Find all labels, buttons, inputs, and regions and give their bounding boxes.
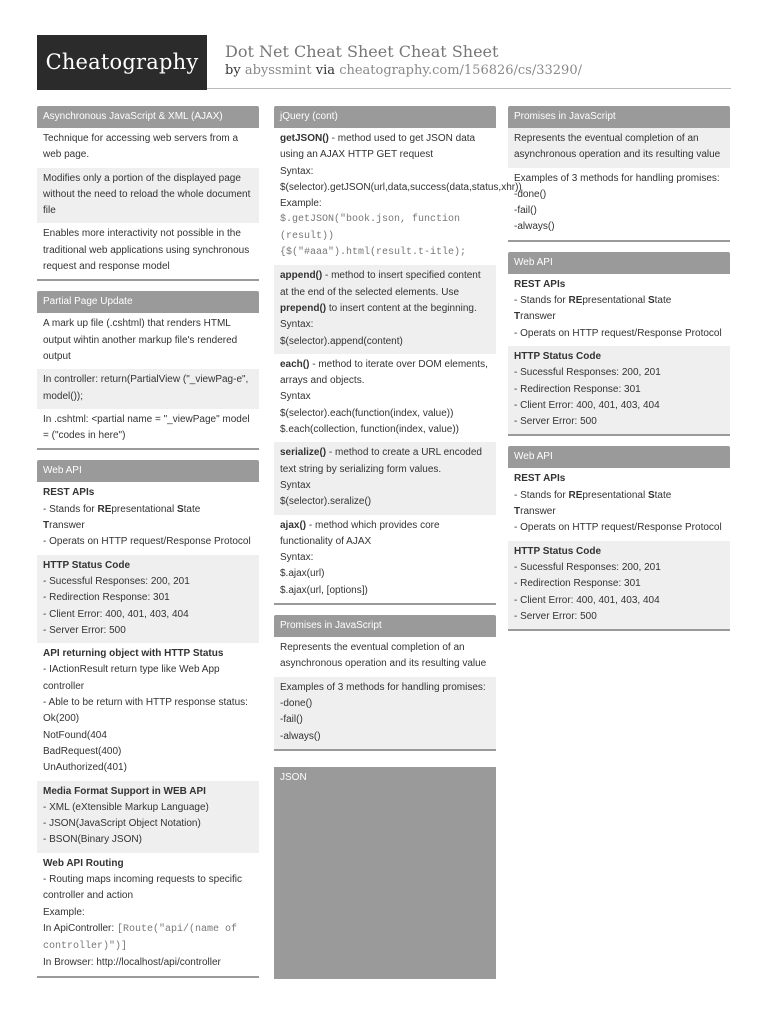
- method-name: append(): [280, 270, 323, 282]
- partial-row: In .cshtml: <partial name = "_viewPage" model = ("codes in here"): [43, 413, 250, 442]
- text: - Stands for: [514, 295, 569, 307]
- routing-line: Example:: [43, 906, 85, 918]
- section-title: Web API: [508, 252, 730, 274]
- section-title: Web API: [37, 460, 259, 482]
- syntax-label: Syntax:: [280, 165, 314, 177]
- section-title: Asynchronous JavaScript & XML (AJAX): [37, 106, 259, 128]
- column-3: [508, 106, 730, 641]
- ajax-row: Modifies only a portion of the displayed page without the need to reload the whole document file: [37, 168, 259, 224]
- partial-row: A mark up file (.cshtml) that renders HTML output wihtin another markup file's rendered output: [43, 318, 238, 362]
- byline: [225, 63, 582, 78]
- media-format-row: [37, 781, 259, 853]
- syntax-line: $.ajax(url): [280, 568, 325, 580]
- promise-method: -always(): [514, 221, 555, 233]
- promises-row: [274, 677, 496, 749]
- text: presentational: [582, 489, 648, 501]
- text: tate: [654, 489, 672, 501]
- routing-heading: Web API Routing: [43, 857, 124, 869]
- method-desc: to insert content at the beginning.: [326, 302, 477, 314]
- return-line: - IActionResult return type like Web App controller: [43, 664, 220, 692]
- code-snippet: [Route("api/(name of controller)")]: [43, 923, 237, 953]
- syntax-line: $(selector).each(function(index, value)): [280, 407, 454, 419]
- http-status-heading: HTTP Status Code: [43, 559, 131, 571]
- rest-operats: - Operats on HTTP request/Response Protocol: [514, 327, 722, 339]
- section-title: Partial Page Update: [37, 291, 259, 313]
- header-rule: [207, 88, 731, 89]
- status-line: - Client Error: 400, 401, 403, 404: [514, 594, 660, 606]
- rest-operats: - Operats on HTTP request/Response Protocol: [43, 536, 251, 548]
- rest-stands-for: [514, 293, 724, 326]
- section-web-api: [37, 460, 259, 977]
- source-url-link[interactable]: cheatography.com/156826/cs/33290/: [339, 63, 582, 78]
- return-line: BadRequest(400): [43, 745, 122, 757]
- rest-apis-row: [508, 468, 730, 540]
- text-bold: T: [514, 506, 521, 518]
- text: In ApiController:: [43, 922, 117, 934]
- ajax-method-row: [274, 515, 496, 603]
- via-word: via: [315, 63, 336, 78]
- return-line: - Able to be return with HTTP response status:: [43, 697, 248, 709]
- section-title: JSON: [274, 767, 496, 789]
- routing-line: In Browser: http://localhost/api/controller: [43, 957, 221, 969]
- text: ranswer: [520, 506, 556, 518]
- method-name: ajax(): [280, 519, 307, 531]
- rest-apis-heading: REST APIs: [43, 487, 95, 499]
- page-title: Dot Net Cheat Sheet Cheat Sheet: [225, 42, 499, 61]
- rest-apis-heading: REST APIs: [514, 278, 566, 290]
- page-header: [0, 0, 768, 100]
- method-name: getJSON(): [280, 133, 329, 144]
- text: ranswer: [520, 311, 556, 323]
- status-line: - Client Error: 400, 401, 403, 404: [43, 608, 189, 620]
- rest-apis-row: [508, 274, 730, 346]
- method-desc: - method to iterate over DOM elements, arrays and objects.: [280, 358, 488, 387]
- syntax-line: $(selector).append(content): [280, 335, 403, 347]
- getjson-row: [274, 128, 522, 265]
- append-row: [274, 265, 496, 353]
- by-word: by: [225, 63, 241, 78]
- text-bold: RE: [97, 503, 112, 515]
- rest-apis-row: [37, 482, 259, 554]
- web-api-routing-row: [37, 853, 259, 976]
- http-status-heading: HTTP Status Code: [514, 350, 602, 362]
- method-desc: - method used to get JSON data using an AJAX HTTP GET request: [280, 133, 476, 161]
- syntax-label: Syntax:: [280, 319, 314, 331]
- text-bold: T: [43, 520, 50, 532]
- serialize-row: [274, 442, 496, 514]
- section-web-api: [508, 252, 730, 437]
- syntax-line: $.each(collection, function(index, value)): [280, 424, 459, 436]
- column-1: [37, 106, 259, 988]
- status-line: - Redirection Response: 301: [514, 383, 641, 395]
- promise-method: -always(): [280, 730, 321, 742]
- return-line: NotFound(404: [43, 729, 107, 741]
- text: ranswer: [49, 520, 85, 532]
- syntax-label: Syntax: [280, 479, 311, 491]
- rest-stands-for: [43, 502, 253, 535]
- text-bold: S: [176, 503, 184, 515]
- section-title: Promises in JavaScript: [274, 615, 496, 637]
- section-web-api: [508, 446, 730, 631]
- promises-row: Represents the eventual completion of an asynchronous operation and its resulting value: [280, 642, 487, 670]
- status-line: - Sucessful Responses: 200, 201: [514, 561, 661, 573]
- section-jquery-cont: [274, 106, 522, 605]
- section-title: jQuery (cont): [274, 106, 496, 128]
- rest-stands-for: [514, 488, 724, 521]
- media-format-heading: Media Format Support in WEB API: [43, 785, 206, 797]
- status-line: - Redirection Response: 301: [43, 592, 170, 604]
- api-returning-heading: API returning object with HTTP Status: [43, 648, 224, 660]
- author-link[interactable]: abyssmint: [244, 63, 312, 78]
- text: - Stands for: [514, 489, 569, 501]
- promises-intro: Examples of 3 methods for handling promises:: [280, 681, 486, 693]
- section-promises: [508, 106, 730, 242]
- promise-method: -fail(): [280, 714, 303, 726]
- status-line: - Redirection Response: 301: [514, 578, 641, 590]
- partial-row: In controller: return(PartialView ("_viewPag-e", model());: [37, 369, 259, 409]
- status-line: - Sucessful Responses: 200, 201: [514, 367, 661, 379]
- text-bold: T: [514, 311, 521, 323]
- syntax-line: $(selector).getJSON(url,data,success(data,status,xhr)): [280, 181, 522, 193]
- ajax-row: Technique for accessing web servers from a web page.: [43, 133, 239, 161]
- status-line: - Server Error: 500: [43, 624, 126, 636]
- syntax-label: Syntax: [280, 391, 311, 403]
- cheatography-logo[interactable]: Cheatography: [37, 35, 207, 90]
- section-ajax: [37, 106, 259, 281]
- ajax-row: Enables more interactivity not possible in the traditional web applications using synchronous request and response model: [43, 228, 250, 273]
- section-json: [274, 767, 496, 979]
- text: tate: [654, 295, 672, 307]
- section-promises: [274, 615, 496, 751]
- api-returning-row: [37, 643, 259, 780]
- syntax-line: $(selector).seralize(): [280, 496, 372, 508]
- promises-intro: Examples of 3 methods for handling promises:: [514, 172, 720, 184]
- rest-operats: - Operats on HTTP request/Response Protocol: [514, 522, 722, 534]
- code-snippet: $.getJSON("book.json, function (result)) {$("#aaa").html(result.t-itle);: [280, 214, 467, 259]
- section-title: Promises in JavaScript: [508, 106, 730, 128]
- media-line: - XML (eXtensible Markup Language): [43, 801, 209, 813]
- each-row: [274, 354, 496, 442]
- text: - Stands for: [43, 503, 98, 515]
- routing-line: [43, 921, 253, 956]
- text: presentational: [582, 295, 648, 307]
- text-bold: S: [647, 489, 655, 501]
- rest-apis-heading: REST APIs: [514, 473, 566, 485]
- http-status-heading: HTTP Status Code: [514, 545, 602, 557]
- return-line: UnAuthorized(401): [43, 762, 127, 774]
- section-partial-page-update: [37, 291, 259, 450]
- return-line: Ok(200): [43, 713, 80, 725]
- status-line: - Client Error: 400, 401, 403, 404: [514, 399, 660, 411]
- promises-row: Represents the eventual completion of an asynchronous operation and its resulting value: [508, 128, 730, 168]
- method-desc: - method which provides core functionality of AJAX: [280, 519, 440, 547]
- syntax-label: Syntax:: [280, 552, 314, 564]
- routing-line: - Routing maps incoming requests to specific controller and action: [43, 873, 242, 902]
- section-title: Web API: [508, 446, 730, 468]
- column-2: [274, 106, 522, 989]
- text-bold: RE: [568, 489, 583, 501]
- http-status-row: [508, 346, 730, 434]
- media-line: - JSON(JavaScript Object Notation): [43, 818, 201, 830]
- promise-method: -fail(): [514, 205, 537, 217]
- text: presentational: [111, 503, 177, 515]
- http-status-row: [508, 541, 730, 629]
- syntax-line: $.ajax(url, [options]): [280, 584, 368, 596]
- text: tate: [183, 503, 201, 515]
- text-bold: S: [647, 295, 655, 307]
- text-bold: RE: [568, 295, 583, 307]
- status-line: - Server Error: 500: [514, 610, 597, 622]
- method-name: each(): [280, 358, 310, 370]
- method-desc: - method to insert specified content at the end of the selected elements. Use: [280, 270, 481, 298]
- http-status-row: [37, 555, 259, 643]
- media-line: - BSON(Binary JSON): [43, 834, 142, 846]
- status-line: - Server Error: 500: [514, 416, 597, 428]
- method-name: prepend(): [280, 302, 327, 314]
- promise-method: -done(): [514, 188, 547, 200]
- promise-method: -done(): [280, 697, 313, 709]
- status-line: - Sucessful Responses: 200, 201: [43, 575, 190, 587]
- method-name: serialize(): [280, 447, 327, 459]
- method-desc: - method to create a URL encoded text string by serializing form values.: [280, 447, 482, 475]
- promises-row: [508, 168, 730, 240]
- example-label: Example:: [280, 198, 322, 210]
